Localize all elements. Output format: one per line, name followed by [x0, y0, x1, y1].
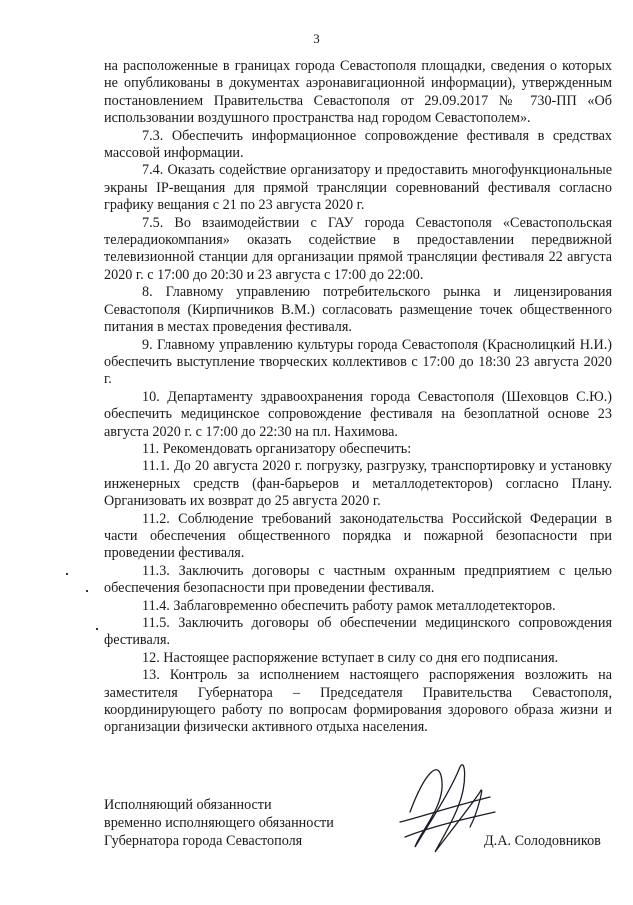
paragraph: 7.4. Оказать содействие организатору и предоставить многофункциональные экраны IP-вещания для прямой трансляции соревнований фестиваля согласно графику вещания с 21 по 23 августа 2020 г. — [104, 162, 612, 214]
paragraph: 11.1. До 20 августа 2020 г. погрузку, разгрузку, транспортировку и установку инженерных средств (фан-барьеров и металлодетекторов) согласно Плану. Организовать их возврат до 25 августа 2020 г. — [104, 458, 612, 510]
signatory-title-line-3: Губернатора города Севастополя — [104, 833, 303, 849]
paragraph: 11.4. Заблаговременно обеспечить работу рамок металлодетекторов. — [142, 597, 556, 614]
paragraph: 10. Департаменту здравоохранения города Севастополя (Шеховцов С.Ю.) обеспечить медицинское сопровождение фестиваля на безоплатной основе 23 августа 2020 г. с 17:00 до 22:30 на пл. Нахимова. — [104, 388, 612, 440]
paragraph: 11.5. Заключить договоры об обеспечении медицинского сопровождения фестиваля. — [104, 615, 612, 649]
page-number: 3 — [313, 31, 320, 46]
scan-artifact — [86, 590, 88, 592]
paragraph: 7.3. Обеспечить информационное сопровождение фестиваля в средствах массовой информации. — [104, 127, 612, 162]
document-body — [104, 58, 612, 737]
paragraph: 11.2. Соблюдение требований законодательства Российской Федерации в части обеспечения общественного порядка и пожарной безопасности при проведении фестиваля. — [104, 510, 612, 562]
signatory-title-line-1: Исполняющий обязанности — [104, 797, 272, 813]
signatory-title-line-2: временно исполняющего обязанности — [104, 815, 334, 831]
paragraph: на расположенные в границах города Севастополя площадки, сведения о которых не опубликованы в документах аэронавигационной информации), утвержденным постановлением Правительства Севастополя от 29.09.2017 № 730-ПП «Об использовании воздушного пространства над городом Севастополем». — [104, 58, 612, 127]
paragraph: 9. Главному управлению культуры города Севастополя (Краснолицкий Н.И.) обеспечить выступление творческих коллективов с 17:00 до 18:30 23 августа 2020 г. — [104, 336, 612, 388]
paragraph: 7.5. Во взаимодействии с ГАУ города Севастополя «Севастопольская телерадиокомпания» оказать содействие в предоставлении передвижной телевизионной станции для организации прямой трансляции фестиваля 22 августа 2020 г. с 17:00 до 20:30 и 23 августа с 17:00 до 22:00. — [104, 214, 612, 283]
signature-block — [104, 796, 612, 850]
signatory-name: Д.А. Солодовников — [484, 833, 601, 849]
paragraph: 12. Настоящее распоряжение вступает в силу со дня его подписания. — [142, 649, 559, 666]
paragraph: 13. Контроль за исполнением настоящего распоряжения возложить на заместителя Губернатора – Председателя Правительства Севастополя, координирующего работу по вопросам формирования здорового образа жизни и организации физически активного отдыха населения. — [104, 667, 612, 736]
scan-artifact — [66, 573, 68, 575]
paragraph: 8. Главному управлению потребительского рынка и лицензирования Севастополя (Кирпичников В.М.) согласовать размещение точек общественного питания в местах проведения фестиваля. — [104, 284, 612, 336]
scan-artifact — [96, 628, 98, 630]
paragraph: 11. Рекомендовать организатору обеспечить: — [142, 440, 412, 457]
paragraph: 11.3. Заключить договоры с частным охранным предприятием с целью обеспечения безопасности при проведении фестиваля. — [104, 562, 612, 597]
